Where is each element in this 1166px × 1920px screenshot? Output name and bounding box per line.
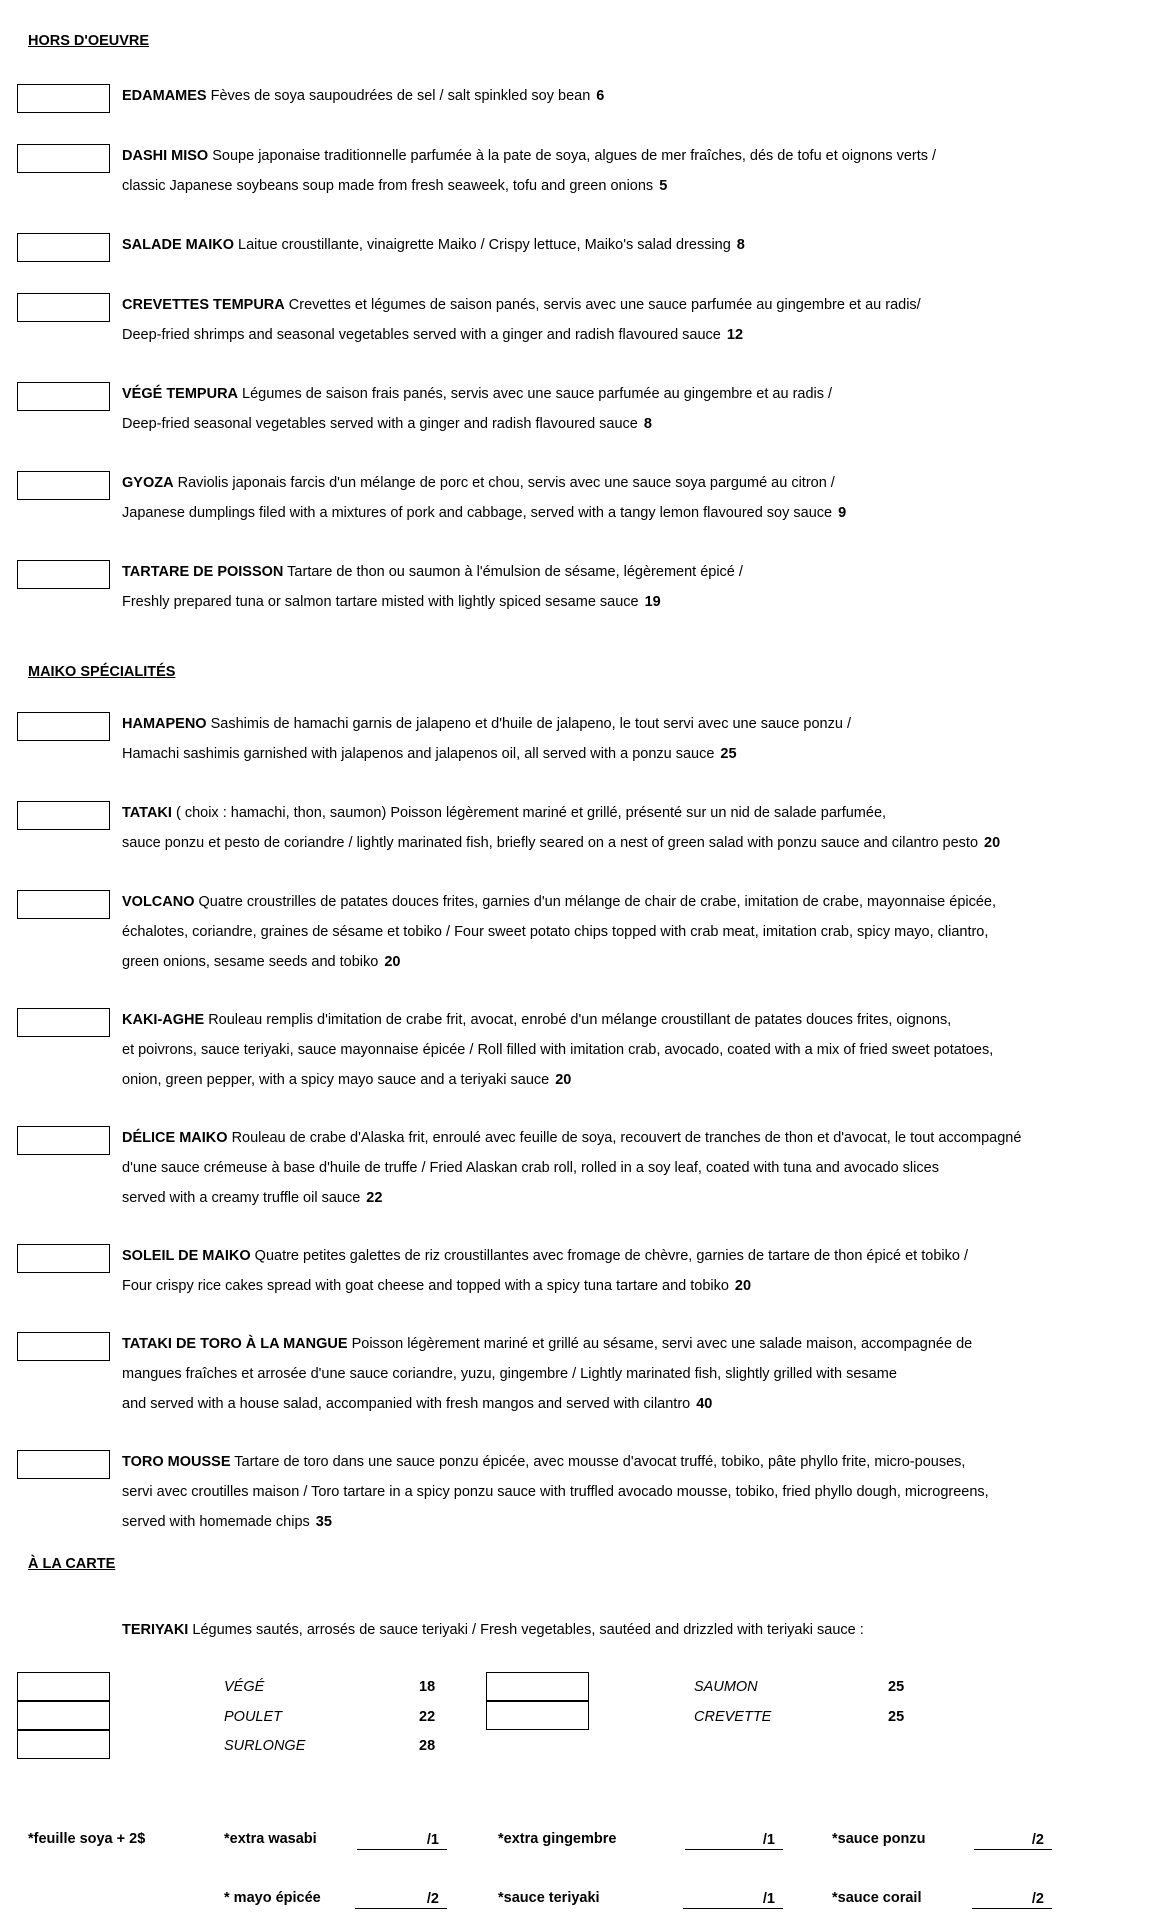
item-description: classic Japanese soybeans soup made from fresh seaweek, tofu and green onions — [122, 178, 654, 194]
maiko-item — [122, 887, 1132, 977]
item-name: EDAMAMES — [122, 88, 207, 104]
section-title-a-la-carte: À LA CARTE — [28, 1556, 116, 1572]
item-name: KAKI-AGHE — [122, 1012, 205, 1028]
order-checkbox-saumon[interactable] — [486, 1672, 589, 1701]
hors-order-checkbox[interactable] — [17, 144, 110, 173]
item-line — [122, 917, 1132, 947]
item-price: 8 — [643, 416, 652, 432]
hors-order-checkbox[interactable] — [17, 382, 110, 411]
section-title-hors-doeuvre: HORS D'OEUVRE — [28, 33, 150, 49]
item-description: Japanese dumplings filed with a mixtures of pork and cabbage, served with a tangy lemon flavoured soy sauce — [122, 505, 833, 521]
item-line — [122, 1447, 1132, 1477]
extra-gingembre-quantity[interactable]: /1 — [685, 1832, 783, 1850]
variant-label-saumon: SAUMON — [694, 1679, 758, 1695]
sauce-corail-label: *sauce corail — [832, 1890, 922, 1906]
maiko-order-checkbox[interactable] — [17, 712, 110, 741]
item-line — [122, 1359, 1132, 1389]
item-price: 35 — [315, 1514, 332, 1530]
item-description: servi avec croutilles maison / Toro tartare in a spicy ponzu sauce with truffled avocado mousse, tobiko, fried phyllo dough, microgreens, — [122, 1484, 989, 1500]
item-line — [122, 798, 1132, 828]
item-description: Rouleau remplis d'imitation de crabe frit, avocat, enrobé d'un mélange croustillant de patates douces frites, oignons, — [208, 1012, 952, 1028]
item-name: TORO MOUSSE — [122, 1454, 231, 1470]
item-line — [122, 141, 1132, 171]
item-name: GYOZA — [122, 475, 174, 491]
item-line — [122, 1005, 1132, 1035]
item-line — [122, 409, 1132, 439]
hors-order-checkbox[interactable] — [17, 233, 110, 262]
item-line — [122, 1507, 1132, 1537]
maiko-order-checkbox[interactable] — [17, 1126, 110, 1155]
maiko-order-checkbox[interactable] — [17, 890, 110, 919]
item-line — [122, 81, 1132, 111]
variant-label-surlonge: SURLONGE — [224, 1738, 306, 1754]
item-price: 9 — [838, 505, 847, 521]
item-line — [122, 1123, 1132, 1153]
item-description: Quatre petites galettes de riz croustillantes avec fromage de chèvre, garnies de tartare de thon épicé et tobiko / — [254, 1248, 968, 1264]
item-name: CREVETTES TEMPURA — [122, 297, 285, 313]
maiko-item — [122, 709, 1132, 769]
mayo-epicee-label: * mayo épicée — [224, 1890, 321, 1906]
order-checkbox-crevette[interactable] — [486, 1701, 589, 1730]
item-line — [122, 468, 1132, 498]
extra-gingembre-label: *extra gingembre — [498, 1831, 617, 1847]
item-line — [122, 1329, 1132, 1359]
item-line — [122, 1153, 1132, 1183]
item-line — [122, 739, 1132, 769]
extra-feuille-soya: *feuille soya + 2$ — [28, 1831, 146, 1847]
maiko-item — [122, 798, 1132, 858]
maiko-order-checkbox[interactable] — [17, 1450, 110, 1479]
item-description: Légumes sautés, arrosés de sauce teriyaki / Fresh vegetables, sautéed and drizzled with teriyaki sauce : — [192, 1622, 864, 1638]
item-line — [122, 171, 1132, 201]
item-price: 12 — [726, 327, 744, 343]
item-name: VÉGÉ TEMPURA — [122, 386, 239, 402]
order-checkbox-surlonge[interactable] — [17, 1730, 110, 1759]
item-description: Quatre croustrilles de patates douces frites, garnies d'un mélange de chair de crabe, imitation de crabe, mayonnaise épicée, — [198, 894, 997, 910]
sauce-ponzu-label: *sauce ponzu — [832, 1831, 926, 1847]
item-description: Crevettes et légumes de saison panés, servis avec une sauce parfumée au gingembre et au radis/ — [288, 297, 921, 313]
item-description: échalotes, coriandre, graines de sésame et tobiko / Four sweet potato chips topped with crab meat, imitation crab, spicy mayo, cliantro, — [122, 924, 989, 940]
item-line — [122, 947, 1132, 977]
order-checkbox-poulet[interactable] — [17, 1701, 110, 1730]
item-line — [122, 587, 1132, 617]
item-line — [122, 498, 1132, 528]
maiko-order-checkbox[interactable] — [17, 1008, 110, 1037]
item-price: 8 — [736, 237, 745, 253]
item-line — [122, 1241, 1132, 1271]
hors-order-checkbox[interactable] — [17, 84, 110, 113]
item-description: Deep-fried seasonal vegetables served with a ginger and radish flavoured sauce — [122, 416, 638, 432]
extra-wasabi-quantity[interactable]: /1 — [357, 1832, 447, 1850]
item-name: SOLEIL DE MAIKO — [122, 1248, 251, 1264]
hors-item — [122, 290, 1132, 350]
item-description: d'une sauce crémeuse à base d'huile de truffe / Fried Alaskan crab roll, rolled in a soy leaf, coated with tuna and avocado slices — [122, 1160, 939, 1176]
sauce-teriyaki-quantity[interactable]: /1 — [683, 1891, 783, 1909]
maiko-order-checkbox[interactable] — [17, 801, 110, 830]
item-description: mangues fraîches et arrosée d'une sauce coriandre, yuzu, gingembre / Lightly marinated fish, slightly grilled with sesame — [122, 1366, 897, 1382]
item-line — [122, 1183, 1132, 1213]
item-description: Raviolis japonais farcis d'un mélange de porc et chou, servis avec une sauce soya pargumé au citron / — [177, 475, 835, 491]
hors-item — [122, 230, 1132, 260]
item-description: Rouleau de crabe d'Alaska frit, enroulé avec feuille de soya, recouvert de tranches de thon et d'avocat, le tout accompagné — [231, 1130, 1022, 1146]
mayo-epicee-quantity[interactable]: /2 — [355, 1891, 447, 1909]
item-line — [122, 1271, 1132, 1301]
item-description: ( choix : hamachi, thon, saumon) Poisson légèrement mariné et grillé, présenté sur un nid de salade parfumée, — [175, 805, 887, 821]
maiko-item — [122, 1005, 1132, 1095]
item-description: et poivrons, sauce teriyaki, sauce mayonnaise épicée / Roll filled with imitation crab, avocado, coated with a mix of fried sweet potatoes, — [122, 1042, 994, 1058]
item-description: Freshly prepared tuna or salmon tartare misted with lightly spiced sesame sauce — [122, 594, 639, 610]
item-price: 25 — [720, 746, 737, 762]
hors-item — [122, 468, 1132, 528]
item-price: 5 — [659, 178, 668, 194]
item-name: TARTARE DE POISSON — [122, 564, 284, 580]
variant-price-vege: 18 — [419, 1679, 436, 1695]
item-price: 40 — [696, 1396, 713, 1412]
item-price: 20 — [984, 835, 1001, 851]
variant-price-saumon: 25 — [888, 1679, 905, 1695]
item-line — [122, 1035, 1132, 1065]
extra-wasabi-label: *extra wasabi — [224, 1831, 317, 1847]
variant-label-poulet: POULET — [224, 1709, 283, 1725]
maiko-item — [122, 1447, 1132, 1537]
sauce-ponzu-quantity[interactable]: /2 — [974, 1832, 1052, 1850]
item-description: Laitue croustillante, vinaigrette Maiko / Crispy lettuce, Maiko's salad dressing — [238, 237, 731, 253]
maiko-order-checkbox[interactable] — [17, 1244, 110, 1273]
item-description: Poisson légèrement mariné et grillé au sésame, servi avec une salade maison, accompagnée de — [351, 1336, 973, 1352]
variant-label-vege: VÉGÉ — [224, 1679, 265, 1695]
item-description: Four crispy rice cakes spread with goat cheese and topped with a spicy tuna tartare and tobiko — [122, 1278, 729, 1294]
item-description: Soupe japonaise traditionnelle parfumée à la pate de soya, algues de mer fraîches, dés de tofu et oignons verts / — [212, 148, 937, 164]
item-line — [122, 230, 1132, 260]
item-description: served with homemade chips — [122, 1514, 310, 1530]
sauce-teriyaki-label: *sauce teriyaki — [498, 1890, 600, 1906]
item-description: Tartare de toro dans une sauce ponzu épicée, avec mousse d'avocat truffé, tobiko, pâte phyllo frite, micro-pouses, — [234, 1454, 966, 1470]
item-line — [122, 1389, 1132, 1419]
item-line — [122, 709, 1132, 739]
item-line — [122, 379, 1132, 409]
item-line — [122, 1477, 1132, 1507]
item-description: sauce ponzu et pesto de coriandre / lightly marinated fish, briefly seared on a nest of green salad with ponzu sauce and cilantro pesto — [122, 835, 979, 851]
hors-order-checkbox[interactable] — [17, 560, 110, 589]
item-description: Deep-fried shrimps and seasonal vegetables served with a ginger and radish flavoured sauce — [122, 327, 721, 343]
item-price: 19 — [644, 594, 661, 610]
item-name: VOLCANO — [122, 894, 195, 910]
item-line — [122, 1065, 1132, 1095]
maiko-item — [122, 1123, 1132, 1213]
item-description: Légumes de saison frais panés, servis avec une sauce parfumée au gingembre et au radis / — [242, 386, 833, 402]
item-price: 20 — [384, 954, 401, 970]
hors-item — [122, 379, 1132, 439]
item-name: TATAKI DE TORO À LA MANGUE — [122, 1336, 348, 1352]
item-name: HAMAPENO — [122, 716, 207, 732]
hors-item — [122, 141, 1132, 201]
order-checkbox-vege[interactable] — [17, 1672, 110, 1701]
hors-item — [122, 557, 1132, 617]
item-line — [122, 290, 1132, 320]
item-description: Tartare de thon ou saumon à l'émulsion de sésame, légèrement épicé / — [287, 564, 743, 580]
item-price: 20 — [555, 1072, 572, 1088]
item-name: DÉLICE MAIKO — [122, 1130, 228, 1146]
item-line — [122, 828, 1132, 858]
item-line — [122, 887, 1132, 917]
teriyaki-item — [122, 1615, 1132, 1645]
item-description: Hamachi sashimis garnished with jalapenos and jalapenos oil, all served with a ponzu sauce — [122, 746, 715, 762]
variant-price-surlonge: 28 — [419, 1738, 436, 1754]
variant-price-crevette: 25 — [888, 1709, 905, 1725]
item-description: green onions, sesame seeds and tobiko — [122, 954, 379, 970]
maiko-item — [122, 1241, 1132, 1301]
variant-price-poulet: 22 — [419, 1709, 436, 1725]
item-name: TATAKI — [122, 805, 172, 821]
item-description: Fèves de soya saupoudrées de sel / salt spinkled soy bean — [210, 88, 591, 104]
item-price: 22 — [366, 1190, 383, 1206]
item-price: 20 — [734, 1278, 752, 1294]
item-description: served with a creamy truffle oil sauce — [122, 1190, 361, 1206]
section-title-maiko-specialites: MAIKO SPÉCIALITÉS — [28, 664, 176, 680]
item-description: onion, green pepper, with a spicy mayo sauce and a teriyaki sauce — [122, 1072, 550, 1088]
item-price: 6 — [596, 88, 605, 104]
item-line — [122, 557, 1132, 587]
item-description: Sashimis de hamachi garnis de jalapeno et d'huile de jalapeno, le tout servi avec une sauce ponzu / — [210, 716, 851, 732]
item-name: SALADE MAIKO — [122, 237, 234, 253]
hors-order-checkbox[interactable] — [17, 293, 110, 322]
hors-item — [122, 81, 1132, 111]
sauce-corail-quantity[interactable]: /2 — [972, 1891, 1052, 1909]
item-line — [122, 320, 1132, 350]
item-description: and served with a house salad, accompanied with fresh mangos and served with cilantro — [122, 1396, 691, 1412]
maiko-item — [122, 1329, 1132, 1419]
variant-label-crevette: CREVETTE — [694, 1709, 772, 1725]
item-name: DASHI MISO — [122, 148, 209, 164]
item-name: TERIYAKI — [122, 1622, 189, 1638]
maiko-order-checkbox[interactable] — [17, 1332, 110, 1361]
hors-order-checkbox[interactable] — [17, 471, 110, 500]
